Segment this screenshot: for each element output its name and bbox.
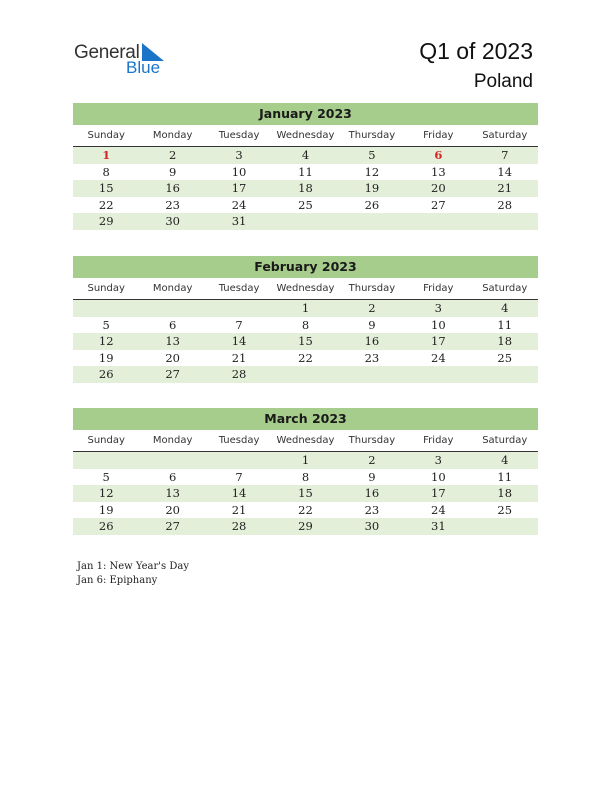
weekday-label: Friday bbox=[423, 435, 454, 446]
day-cell: 9 bbox=[168, 164, 177, 179]
day-cell: 9 bbox=[368, 317, 376, 332]
day-cell: 3 bbox=[235, 148, 243, 162]
country-name: Poland bbox=[473, 71, 533, 92]
month-calendar-january bbox=[73, 103, 538, 230]
weekday-label: Friday bbox=[423, 283, 454, 294]
weekday-label: Sunday bbox=[87, 130, 125, 141]
day-cell: 19 bbox=[364, 181, 380, 196]
day-cell: 24 bbox=[231, 197, 247, 212]
day-cell bbox=[206, 452, 272, 469]
day-cell: 7 bbox=[235, 469, 243, 484]
day-cell: 15 bbox=[298, 334, 313, 349]
day-cell: 4 bbox=[301, 148, 310, 162]
day-cell: 10 bbox=[431, 469, 446, 484]
weekday-label: Wednesday bbox=[276, 283, 335, 294]
day-cell: 25 bbox=[497, 502, 513, 517]
day-cell: 20 bbox=[165, 502, 180, 517]
page-title: Q1 of 2023 bbox=[419, 38, 533, 64]
weekday-label: Monday bbox=[152, 283, 193, 294]
day-cell: 24 bbox=[431, 350, 446, 365]
day-cell: 21 bbox=[497, 181, 513, 196]
month-title: January 2023 bbox=[73, 103, 538, 125]
week-row bbox=[73, 164, 538, 181]
holiday-notes bbox=[77, 560, 189, 588]
day-cell: 25 bbox=[497, 350, 513, 365]
month-calendar-march bbox=[73, 408, 538, 535]
weekday-header-row bbox=[73, 125, 538, 147]
week-row bbox=[73, 197, 538, 214]
week-row bbox=[73, 213, 538, 230]
day-cell: 15 bbox=[298, 486, 313, 501]
day-cell: 26 bbox=[364, 197, 380, 212]
day-cell: 31 bbox=[231, 214, 247, 229]
day-cell: 23 bbox=[165, 197, 180, 212]
week-row bbox=[73, 502, 538, 519]
day-cell: 5 bbox=[368, 148, 376, 162]
day-cell: 15 bbox=[98, 181, 114, 196]
day-cell: 20 bbox=[165, 350, 180, 365]
day-cell: 17 bbox=[231, 181, 247, 196]
day-cell: 11 bbox=[497, 317, 513, 332]
day-cell bbox=[405, 366, 471, 383]
day-cell: 26 bbox=[98, 519, 114, 534]
day-cell: 31 bbox=[431, 519, 446, 534]
weekday-label: Tuesday bbox=[218, 130, 260, 141]
weekday-header-row bbox=[73, 278, 538, 300]
day-cell: 22 bbox=[298, 502, 313, 517]
day-cell: 3 bbox=[434, 453, 442, 467]
day-cell bbox=[339, 213, 405, 230]
brand-word-blue: Blue bbox=[126, 58, 161, 77]
week-row bbox=[73, 180, 538, 197]
weekday-label: Wednesday bbox=[276, 435, 335, 446]
weekday-label: Sunday bbox=[87, 435, 125, 446]
day-cell: 1 bbox=[301, 301, 310, 315]
weekday-label: Thursday bbox=[348, 435, 396, 446]
day-cell: 16 bbox=[364, 334, 380, 349]
day-cell: 12 bbox=[364, 164, 380, 179]
day-cell: 2 bbox=[368, 301, 376, 315]
weeks-container bbox=[73, 147, 538, 230]
day-cell bbox=[472, 366, 538, 383]
day-cell: 11 bbox=[497, 469, 513, 484]
day-cell: 18 bbox=[298, 181, 313, 196]
day-cell bbox=[339, 366, 405, 383]
day-cell: 29 bbox=[98, 214, 114, 229]
day-cell: 10 bbox=[231, 164, 247, 179]
day-cell: 28 bbox=[231, 519, 247, 534]
day-cell: 24 bbox=[431, 502, 446, 517]
day-cell: 26 bbox=[98, 367, 114, 382]
weekday-label: Saturday bbox=[482, 283, 528, 294]
day-cell: 14 bbox=[497, 164, 513, 179]
weeks-container bbox=[73, 300, 538, 383]
day-cell: 6 bbox=[168, 469, 177, 484]
day-cell bbox=[73, 452, 139, 469]
week-row bbox=[73, 147, 538, 164]
day-cell: 14 bbox=[231, 334, 247, 349]
weekday-label: Thursday bbox=[348, 130, 396, 141]
day-cell: 19 bbox=[98, 350, 114, 365]
day-cell: 10 bbox=[431, 317, 446, 332]
week-row bbox=[73, 366, 538, 383]
day-cell: 13 bbox=[431, 164, 446, 179]
day-cell: 30 bbox=[364, 519, 380, 534]
day-cell: 6 bbox=[168, 317, 177, 332]
day-cell: 9 bbox=[368, 469, 376, 484]
day-cell: 29 bbox=[298, 519, 313, 534]
day-cell: 11 bbox=[298, 164, 313, 179]
day-cell: 12 bbox=[98, 486, 114, 501]
day-cell: 16 bbox=[364, 486, 380, 501]
day-cell bbox=[405, 213, 471, 230]
day-cell: 8 bbox=[301, 317, 310, 332]
week-row bbox=[73, 300, 538, 317]
holiday-note: Jan 6: Epiphany bbox=[77, 575, 158, 586]
day-cell: 6 bbox=[434, 148, 443, 162]
day-cell: 7 bbox=[501, 148, 509, 162]
day-cell: 18 bbox=[497, 334, 513, 349]
day-cell: 22 bbox=[98, 197, 114, 212]
day-cell: 13 bbox=[165, 486, 180, 501]
day-cell bbox=[206, 300, 272, 317]
week-row bbox=[73, 518, 538, 535]
weekday-label: Monday bbox=[152, 130, 193, 141]
day-cell bbox=[272, 366, 338, 383]
day-cell: 2 bbox=[168, 148, 177, 162]
day-cell: 8 bbox=[301, 469, 310, 484]
month-calendar-february bbox=[73, 256, 538, 383]
day-cell: 25 bbox=[298, 197, 313, 212]
month-title: February 2023 bbox=[73, 256, 538, 278]
day-cell: 28 bbox=[497, 197, 513, 212]
day-cell bbox=[272, 213, 338, 230]
week-row bbox=[73, 452, 538, 469]
day-cell: 14 bbox=[231, 486, 247, 501]
week-row bbox=[73, 333, 538, 350]
day-cell: 20 bbox=[431, 181, 446, 196]
day-cell: 8 bbox=[102, 164, 110, 179]
day-cell: 27 bbox=[165, 519, 180, 534]
brand-word-general: General bbox=[74, 42, 140, 63]
day-cell bbox=[472, 518, 538, 535]
day-cell: 2 bbox=[368, 453, 376, 467]
brand-logo bbox=[74, 42, 184, 82]
weekday-label: Saturday bbox=[482, 130, 528, 141]
day-cell: 17 bbox=[431, 486, 446, 501]
day-cell bbox=[472, 213, 538, 230]
day-cell: 27 bbox=[431, 197, 446, 212]
day-cell: 4 bbox=[501, 301, 509, 315]
day-cell: 4 bbox=[501, 453, 509, 467]
day-cell: 21 bbox=[231, 350, 247, 365]
weekday-label: Friday bbox=[423, 130, 454, 141]
day-cell: 12 bbox=[98, 334, 114, 349]
day-cell: 28 bbox=[231, 367, 247, 382]
day-cell: 7 bbox=[235, 317, 243, 332]
weekday-label: Thursday bbox=[348, 283, 396, 294]
day-cell bbox=[139, 300, 205, 317]
week-row bbox=[73, 350, 538, 367]
weekday-label: Tuesday bbox=[218, 283, 260, 294]
day-cell: 5 bbox=[102, 469, 110, 484]
day-cell: 23 bbox=[364, 502, 380, 517]
month-title: March 2023 bbox=[73, 408, 538, 430]
day-cell: 1 bbox=[102, 148, 111, 162]
day-cell bbox=[73, 300, 139, 317]
day-cell: 13 bbox=[165, 334, 180, 349]
day-cell bbox=[139, 452, 205, 469]
weeks-container bbox=[73, 452, 538, 535]
day-cell: 5 bbox=[102, 317, 110, 332]
day-cell: 18 bbox=[497, 486, 513, 501]
week-row bbox=[73, 469, 538, 486]
day-cell: 3 bbox=[434, 301, 442, 315]
week-row bbox=[73, 317, 538, 334]
weekday-label: Sunday bbox=[87, 283, 125, 294]
day-cell: 30 bbox=[165, 214, 180, 229]
weekday-label: Tuesday bbox=[218, 435, 260, 446]
day-cell: 17 bbox=[431, 334, 446, 349]
day-cell: 27 bbox=[165, 367, 180, 382]
weekday-label: Wednesday bbox=[276, 130, 335, 141]
day-cell: 23 bbox=[364, 350, 380, 365]
holiday-note: Jan 1: New Year's Day bbox=[77, 561, 189, 572]
day-cell: 21 bbox=[231, 502, 247, 517]
weekday-header-row bbox=[73, 430, 538, 452]
weekday-label: Monday bbox=[152, 435, 193, 446]
weekday-label: Saturday bbox=[482, 435, 528, 446]
day-cell: 16 bbox=[165, 181, 180, 196]
day-cell: 22 bbox=[298, 350, 313, 365]
week-row bbox=[73, 485, 538, 502]
day-cell: 1 bbox=[301, 453, 310, 467]
day-cell: 19 bbox=[98, 502, 114, 517]
